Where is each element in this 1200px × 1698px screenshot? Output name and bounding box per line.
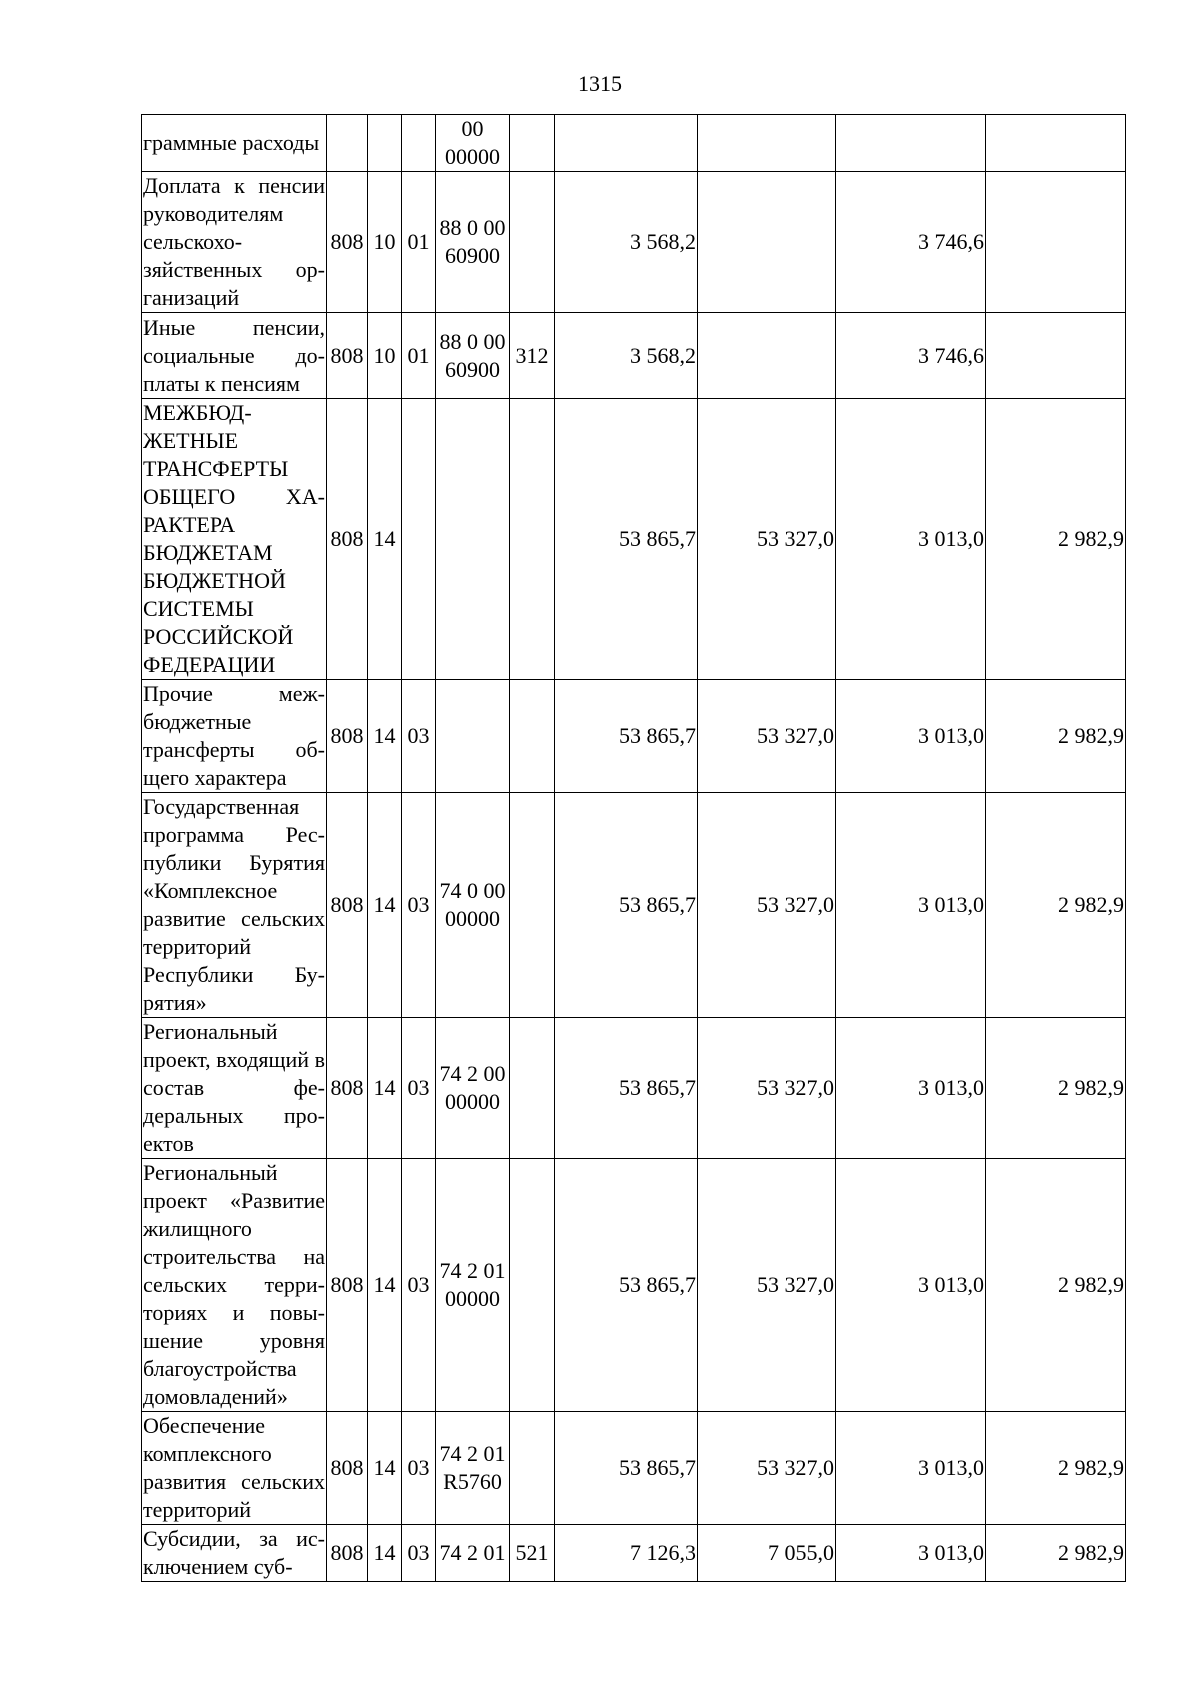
sum-cell-4 <box>986 172 1126 313</box>
sum-cell-2 <box>698 172 836 313</box>
sum-cell-2 <box>698 313 836 399</box>
pr-cell: 01 <box>402 172 436 313</box>
vr-cell <box>510 399 555 680</box>
vr-cell <box>510 115 555 172</box>
table-row <box>142 172 1126 313</box>
pr-cell: 03 <box>402 1525 436 1582</box>
row-name-cell: Доплата к пенсии руководителям сельскохозяйственных организаций <box>142 172 327 313</box>
sum-cell-3 <box>836 115 986 172</box>
sum-cell-4: 2 982,9 <box>986 1525 1126 1582</box>
row-name-cell: граммные расходы <box>142 115 327 172</box>
gr-cell: 808 <box>327 1412 368 1525</box>
sum-cell-2: 53 327,0 <box>698 399 836 680</box>
vr-cell: 521 <box>510 1525 555 1582</box>
pr-cell: 03 <box>402 1412 436 1525</box>
sum-cell-3: 3 013,0 <box>836 793 986 1018</box>
gr-cell: 808 <box>327 399 368 680</box>
sum-cell-4: 2 982,9 <box>986 680 1126 793</box>
sum-cell-1: 53 865,7 <box>555 1412 698 1525</box>
rz-cell: 14 <box>368 399 402 680</box>
sum-cell-1: 53 865,7 <box>555 793 698 1018</box>
gr-cell: 808 <box>327 680 368 793</box>
table-row <box>142 399 1126 680</box>
csr-cell: 88 0 00 60900 <box>436 313 510 399</box>
vr-cell <box>510 1412 555 1525</box>
table-row <box>142 680 1126 793</box>
vr-cell <box>510 1018 555 1159</box>
sum-cell-3: 3 013,0 <box>836 1159 986 1412</box>
sum-cell-2: 53 327,0 <box>698 1159 836 1412</box>
row-name-cell: МЕЖБЮДЖЕТНЫЕ ТРАНСФЕРТЫ ОБЩЕГО ХАРАКТЕРА БЮДЖЕТАМ БЮДЖЕТНОЙ СИСТЕМЫ РОССИЙСКОЙ ФЕДЕРАЦИИ <box>142 399 327 680</box>
sum-cell-4: 2 982,9 <box>986 399 1126 680</box>
gr-cell: 808 <box>327 793 368 1018</box>
sum-cell-3: 3 013,0 <box>836 1412 986 1525</box>
sum-cell-3: 3 746,6 <box>836 313 986 399</box>
budget-table <box>141 114 1126 1582</box>
row-name-cell: Региональный проект «Развитие жилищного строительства на сельских территориях и повышение уровня благоустройства домовладений» <box>142 1159 327 1412</box>
sum-cell-2: 53 327,0 <box>698 1412 836 1525</box>
sum-cell-3: 3 013,0 <box>836 1525 986 1582</box>
sum-cell-4 <box>986 313 1126 399</box>
csr-cell: 00 00000 <box>436 115 510 172</box>
sum-cell-2: 7 055,0 <box>698 1525 836 1582</box>
csr-cell <box>436 680 510 793</box>
gr-cell: 808 <box>327 1159 368 1412</box>
sum-cell-1: 53 865,7 <box>555 1018 698 1159</box>
sum-cell-3: 3 013,0 <box>836 680 986 793</box>
row-name-cell: Обеспечение комплексного развития сельских территорий <box>142 1412 327 1525</box>
sum-cell-1: 3 568,2 <box>555 313 698 399</box>
table-row <box>142 1412 1126 1525</box>
sum-cell-1: 53 865,7 <box>555 1159 698 1412</box>
csr-cell: 74 2 01 <box>436 1525 510 1582</box>
rz-cell: 14 <box>368 680 402 793</box>
rz-cell: 14 <box>368 1018 402 1159</box>
row-name-cell: Субсидии, за исключением суб- <box>142 1525 327 1582</box>
csr-cell: 74 2 01 00000 <box>436 1159 510 1412</box>
sum-cell-1: 53 865,7 <box>555 399 698 680</box>
sum-cell-1: 53 865,7 <box>555 680 698 793</box>
rz-cell: 14 <box>368 1159 402 1412</box>
rz-cell: 14 <box>368 1525 402 1582</box>
vr-cell: 312 <box>510 313 555 399</box>
table-row <box>142 793 1126 1018</box>
sum-cell-3: 3 013,0 <box>836 1018 986 1159</box>
rz-cell: 14 <box>368 1412 402 1525</box>
vr-cell <box>510 680 555 793</box>
sum-cell-3: 3 746,6 <box>836 172 986 313</box>
vr-cell <box>510 1159 555 1412</box>
sum-cell-4: 2 982,9 <box>986 793 1126 1018</box>
pr-cell: 03 <box>402 680 436 793</box>
pr-cell <box>402 399 436 680</box>
table-row <box>142 313 1126 399</box>
sum-cell-4 <box>986 115 1126 172</box>
sum-cell-2: 53 327,0 <box>698 793 836 1018</box>
table-row <box>142 1018 1126 1159</box>
table-row <box>142 1525 1126 1582</box>
pr-cell: 03 <box>402 793 436 1018</box>
gr-cell: 808 <box>327 313 368 399</box>
pr-cell: 01 <box>402 313 436 399</box>
sum-cell-2: 53 327,0 <box>698 680 836 793</box>
sum-cell-4: 2 982,9 <box>986 1412 1126 1525</box>
gr-cell <box>327 115 368 172</box>
gr-cell: 808 <box>327 172 368 313</box>
sum-cell-1: 3 568,2 <box>555 172 698 313</box>
row-name-cell: Государственная программа Республики Бурятия «Комплексное развитие сельских территорий Республики Бурятия» <box>142 793 327 1018</box>
gr-cell: 808 <box>327 1018 368 1159</box>
sum-cell-2 <box>698 115 836 172</box>
sum-cell-3: 3 013,0 <box>836 399 986 680</box>
csr-cell <box>436 399 510 680</box>
row-name-cell: Региональный проект, входящий в состав федеральных проектов <box>142 1018 327 1159</box>
row-name-cell: Прочие межбюджетные трансферты общего характера <box>142 680 327 793</box>
sum-cell-1 <box>555 115 698 172</box>
sum-cell-4: 2 982,9 <box>986 1159 1126 1412</box>
rz-cell: 14 <box>368 793 402 1018</box>
csr-cell: 74 2 01 R5760 <box>436 1412 510 1525</box>
csr-cell: 74 2 00 00000 <box>436 1018 510 1159</box>
pr-cell: 03 <box>402 1159 436 1412</box>
csr-cell: 74 0 00 00000 <box>436 793 510 1018</box>
pr-cell: 03 <box>402 1018 436 1159</box>
sum-cell-4: 2 982,9 <box>986 1018 1126 1159</box>
pr-cell <box>402 115 436 172</box>
csr-cell: 88 0 00 60900 <box>436 172 510 313</box>
table-row <box>142 115 1126 172</box>
vr-cell <box>510 793 555 1018</box>
row-name-cell: Иные пенсии, социальные доплаты к пенсиям <box>142 313 327 399</box>
rz-cell: 10 <box>368 313 402 399</box>
sum-cell-2: 53 327,0 <box>698 1018 836 1159</box>
table-row <box>142 1159 1126 1412</box>
vr-cell <box>510 172 555 313</box>
rz-cell <box>368 115 402 172</box>
page-number: 1315 <box>578 71 622 96</box>
rz-cell: 10 <box>368 172 402 313</box>
sum-cell-1: 7 126,3 <box>555 1525 698 1582</box>
gr-cell: 808 <box>327 1525 368 1582</box>
